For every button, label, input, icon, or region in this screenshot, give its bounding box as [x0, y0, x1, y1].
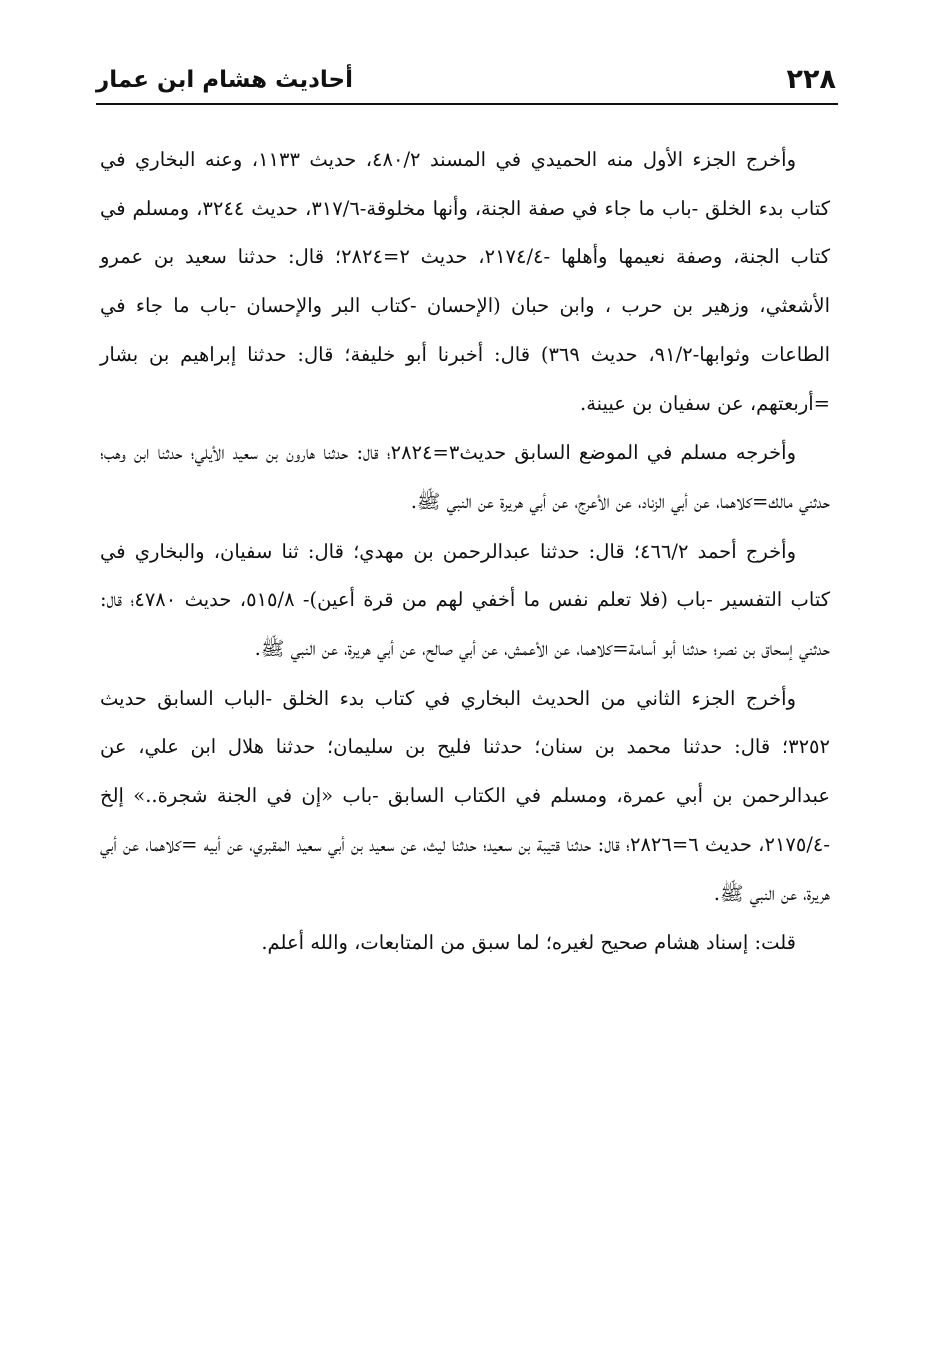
paragraph-takhrij-first-part: وأخرج الجزء الأول منه الحميدي في المسند ٤٨٠/٢، حديث ١١٣٣، وعنه البخاري في كتاب بدء الخلق -باب ما جاء في صفة الجنة، وأنها مخلوقة-٣١٧/٦، حديث ٣٢٤٤، ومسلم في كتاب الجنة، وصفة نعيمها وأهلها -٢١٧٤/٤، حديث ٢=٢٨٢٤؛ قال: حدثنا سعيد بن عمرو الأشعثي، وزهير بن حرب ، وابن حبان (الإحسان -كتاب البر والإحسان -باب ما جاء في الطاعات وثوابها-٩١/٢، حديث ٣٦٩) قال: أخبرنا أبو خليفة؛ قال: حدثنا إبراهيم بن بشار =أربعتهم، عن سفيان بن عيينة. [100, 148, 831, 415]
paragraph-takhrij-second-part: وأخرج الجزء الثاني من الحديث البخاري في كتاب بدء الخلق -الباب السابق حديث ٣٢٥٢؛ قال: حدثنا محمد بن سنان؛ حدثنا فليح بن سليمان؛ حدثنا هلال ابن علي، عن عبدالرحمن بن أبي عمرة، ومسلم في الكتاب السابق -باب «إن في الجنة شجرة..» إلخ -٢١٧٥/٤، حديث ٦=٢٨٢٦؛ قال: حدثنا قتيبة بن سعيد؛ حدثنا ليث، عن سعيد بن أبي سعيد المقبري، عن أبيه =كلاهما، عن أبي هريرة، عن النبي ﷺ. [100, 686, 831, 905]
page-body [100, 136, 830, 968]
page-header [96, 60, 838, 104]
paragraph-ahmad-route: وأخرج أحمد ٤٦٦/٢؛ قال: حدثنا عبدالرحمن بن مهدي؛ قال: ثنا سفيان، والبخاري في كتاب التفسير -باب (فلا تعلم نفس ما أخفي لهم من قرة أعين)- ٥١٥/٨، حديث ٤٧٨٠؛ قال: حدثني إسحاق بن نصر؛ حدثنا أبو أسامة=كلاهما، عن الأعمش، عن أبي صالح، عن أبي هريرة، عن النبي ﷺ. [100, 539, 830, 661]
header-divider [96, 103, 838, 105]
page-number: ٢٢٨ [786, 64, 836, 95]
paragraph-verdict: قلت: إسناد هشام صحيح لغيره؛ لما سبق من المتابعات، والله أعلم. [261, 931, 796, 955]
running-title: أحاديث هشام ابن عمار [96, 67, 353, 93]
paragraph-muslim-route: وأخرجه مسلم في الموضع السابق حديث٣=٢٨٢٤؛ قال: حدثنا هارون بن سعيد الأيلي؛ حدثنا ابن وهب؛ حدثني مالك=كلاهما، عن أبي الزناد، عن الأعرج، عن أبي هريرة عن النبي ﷺ. [100, 441, 830, 513]
